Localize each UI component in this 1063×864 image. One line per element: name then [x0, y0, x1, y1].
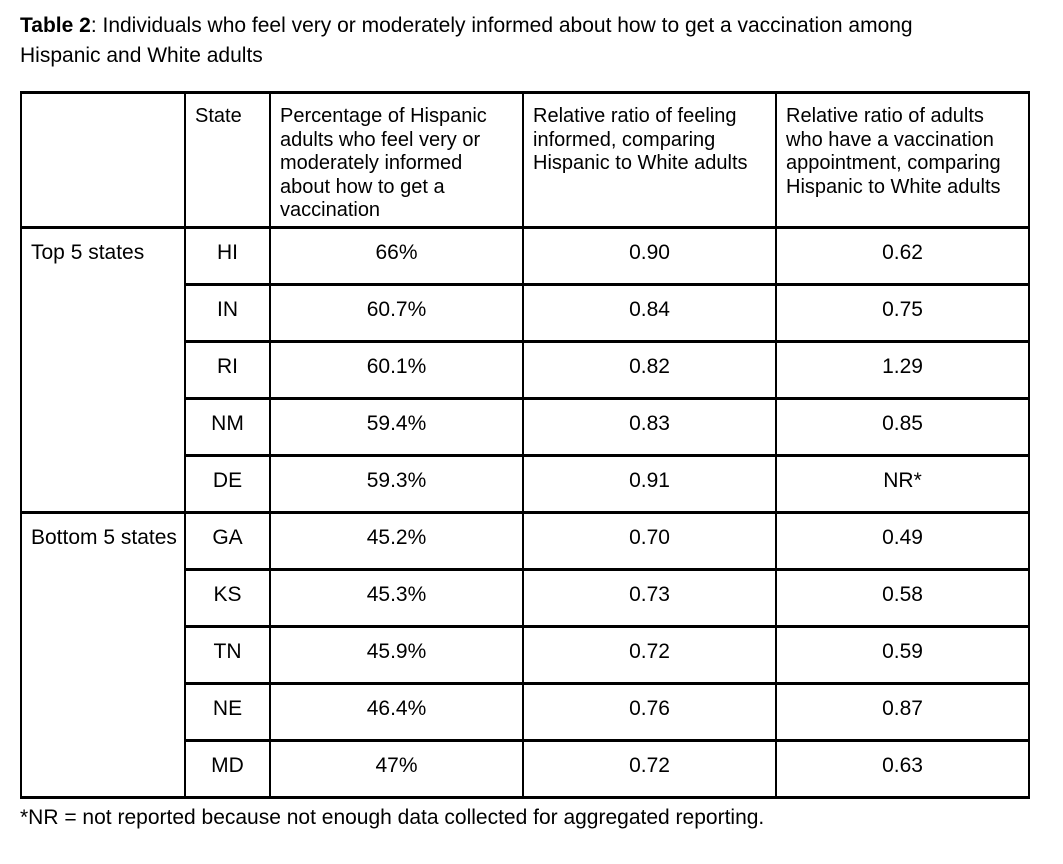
- cell-ratio-informed: 0.70: [523, 513, 776, 570]
- header-corner-cell: [21, 93, 185, 228]
- table-title: [20, 11, 972, 71]
- header-row: [21, 93, 1029, 228]
- header-pct-informed: Percentage of Hispanic adults who feel very or moderately informed about how to get a vaccination: [270, 93, 523, 228]
- cell-ratio-informed: 0.72: [523, 627, 776, 684]
- cell-ratio-appointment: 1.29: [776, 342, 1029, 399]
- table-row: [21, 513, 1029, 570]
- cell-state: TN: [185, 627, 270, 684]
- header-ratio-appointment: Relative ratio of adults who have a vaccination appointment, comparing Hispanic to White adults: [776, 93, 1029, 228]
- cell-ratio-informed: 0.76: [523, 684, 776, 741]
- cell-ratio-informed: 0.73: [523, 570, 776, 627]
- cell-ratio-informed: 0.84: [523, 285, 776, 342]
- row-group-label-top5: Top 5 states: [21, 228, 185, 513]
- data-table: [20, 91, 1030, 799]
- table-title-text: : Individuals who feel very or moderately informed about how to get a vaccination among Hispanic and White adults: [20, 14, 913, 67]
- cell-pct-informed: 45.2%: [270, 513, 523, 570]
- cell-state: IN: [185, 285, 270, 342]
- cell-state: RI: [185, 342, 270, 399]
- cell-ratio-informed: 0.83: [523, 399, 776, 456]
- cell-state: NM: [185, 399, 270, 456]
- table-title-label: Table 2: [20, 14, 91, 37]
- cell-ratio-informed: 0.82: [523, 342, 776, 399]
- cell-ratio-informed: 0.72: [523, 741, 776, 798]
- cell-state: KS: [185, 570, 270, 627]
- cell-ratio-appointment: 0.87: [776, 684, 1029, 741]
- header-state: State: [185, 93, 270, 228]
- cell-pct-informed: 59.4%: [270, 399, 523, 456]
- cell-ratio-appointment: 0.58: [776, 570, 1029, 627]
- cell-pct-informed: 46.4%: [270, 684, 523, 741]
- cell-ratio-appointment: 0.49: [776, 513, 1029, 570]
- cell-ratio-appointment: 0.75: [776, 285, 1029, 342]
- cell-state: DE: [185, 456, 270, 513]
- cell-pct-informed: 66%: [270, 228, 523, 285]
- cell-state: GA: [185, 513, 270, 570]
- cell-state: MD: [185, 741, 270, 798]
- cell-ratio-appointment: NR*: [776, 456, 1029, 513]
- cell-pct-informed: 60.7%: [270, 285, 523, 342]
- cell-ratio-appointment: 0.59: [776, 627, 1029, 684]
- cell-state: NE: [185, 684, 270, 741]
- row-group-label-bottom5: Bottom 5 states: [21, 513, 185, 798]
- table-row: [21, 228, 1029, 285]
- cell-ratio-appointment: 0.62: [776, 228, 1029, 285]
- cell-ratio-informed: 0.91: [523, 456, 776, 513]
- cell-pct-informed: 45.3%: [270, 570, 523, 627]
- cell-ratio-informed: 0.90: [523, 228, 776, 285]
- footnote: *NR = not reported because not enough data collected for aggregated reporting.: [20, 806, 765, 829]
- cell-state: HI: [185, 228, 270, 285]
- cell-ratio-appointment: 0.63: [776, 741, 1029, 798]
- header-ratio-informed: Relative ratio of feeling informed, comparing Hispanic to White adults: [523, 93, 776, 228]
- cell-pct-informed: 47%: [270, 741, 523, 798]
- cell-pct-informed: 60.1%: [270, 342, 523, 399]
- cell-pct-informed: 45.9%: [270, 627, 523, 684]
- cell-pct-informed: 59.3%: [270, 456, 523, 513]
- cell-ratio-appointment: 0.85: [776, 399, 1029, 456]
